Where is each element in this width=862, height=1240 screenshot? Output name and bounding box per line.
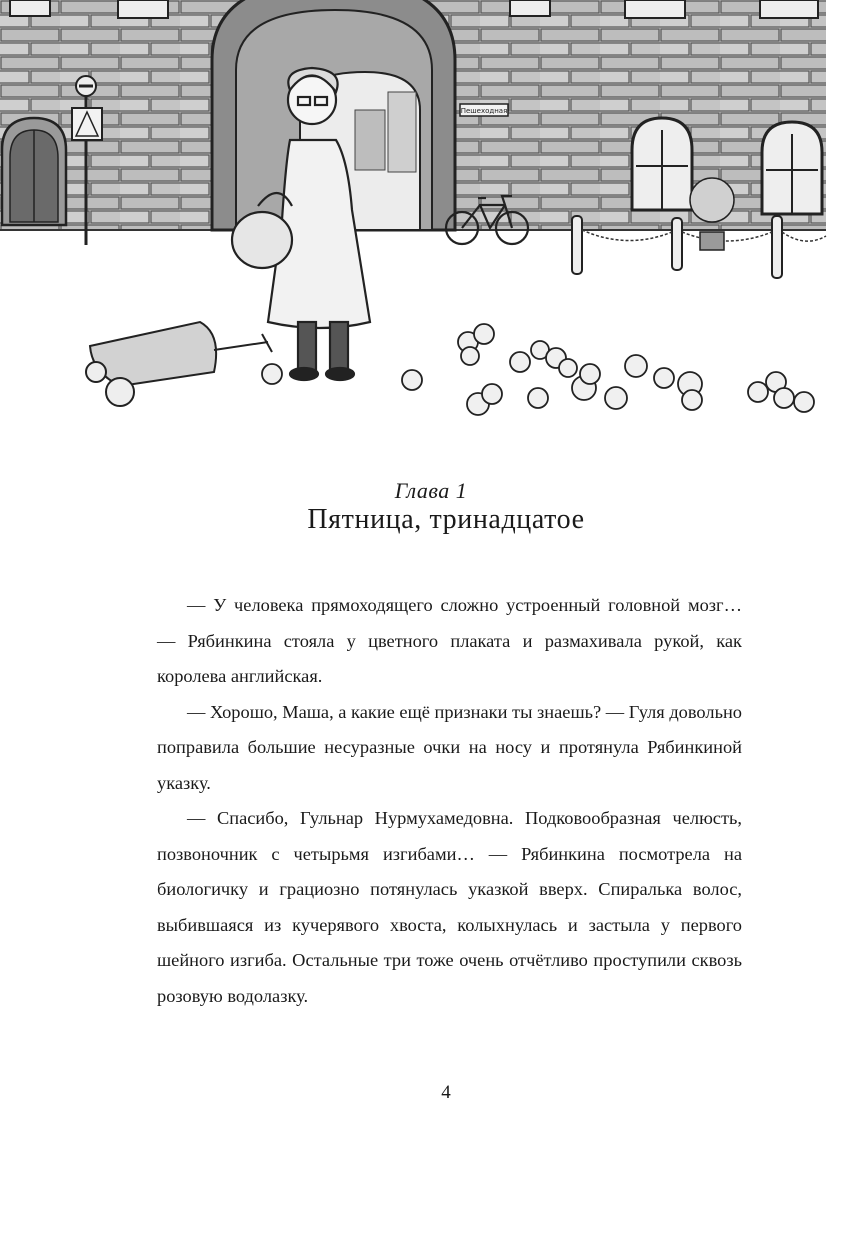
arched-window: [632, 118, 692, 210]
potted-plant: [690, 178, 734, 250]
body-text: [157, 588, 742, 1014]
paragraph: — Хорошо, Маша, а какие ещё признаки ты знаешь? — Гуля довольно поправила большие несуразные очки на носу и протянула Рябинкиной указку.: [157, 701, 742, 793]
street-plaque-text: Пешеходная: [460, 107, 508, 115]
window: [118, 0, 168, 18]
chapter-label: Глава 1: [394, 478, 468, 503]
chapter-title: Пятница, тринадцатое: [307, 504, 585, 535]
paragraph: — Спасибо, Гульнар Нурмухамедовна. Подковообразная челюсть, позвоночник с четырьмя изгибами… — Рябинкина посмотрела на биологичку и грациозно потянулась указкой вверх. Спиралька волос, выбившаяся из кучерявого хвоста, колыхнулась и застыла у первого шейного изгиба. Остальные три тоже очень отчётливо проступили сквозь розовую водолазку.: [157, 808, 742, 1006]
window: [760, 0, 818, 18]
chapter-illustration: [0, 0, 862, 430]
paragraph: — У человека прямоходящего сложно устроенный головной мозг… — Рябинкина стояла у цветного плаката и размахивала рукой, как королева английская.: [157, 595, 742, 686]
arched-door: [2, 118, 66, 225]
arched-window: [762, 122, 822, 214]
page-number: 4: [441, 1082, 451, 1103]
window: [625, 0, 685, 18]
shopping-trolley: [86, 322, 272, 406]
window: [510, 0, 550, 16]
window: [10, 0, 50, 16]
